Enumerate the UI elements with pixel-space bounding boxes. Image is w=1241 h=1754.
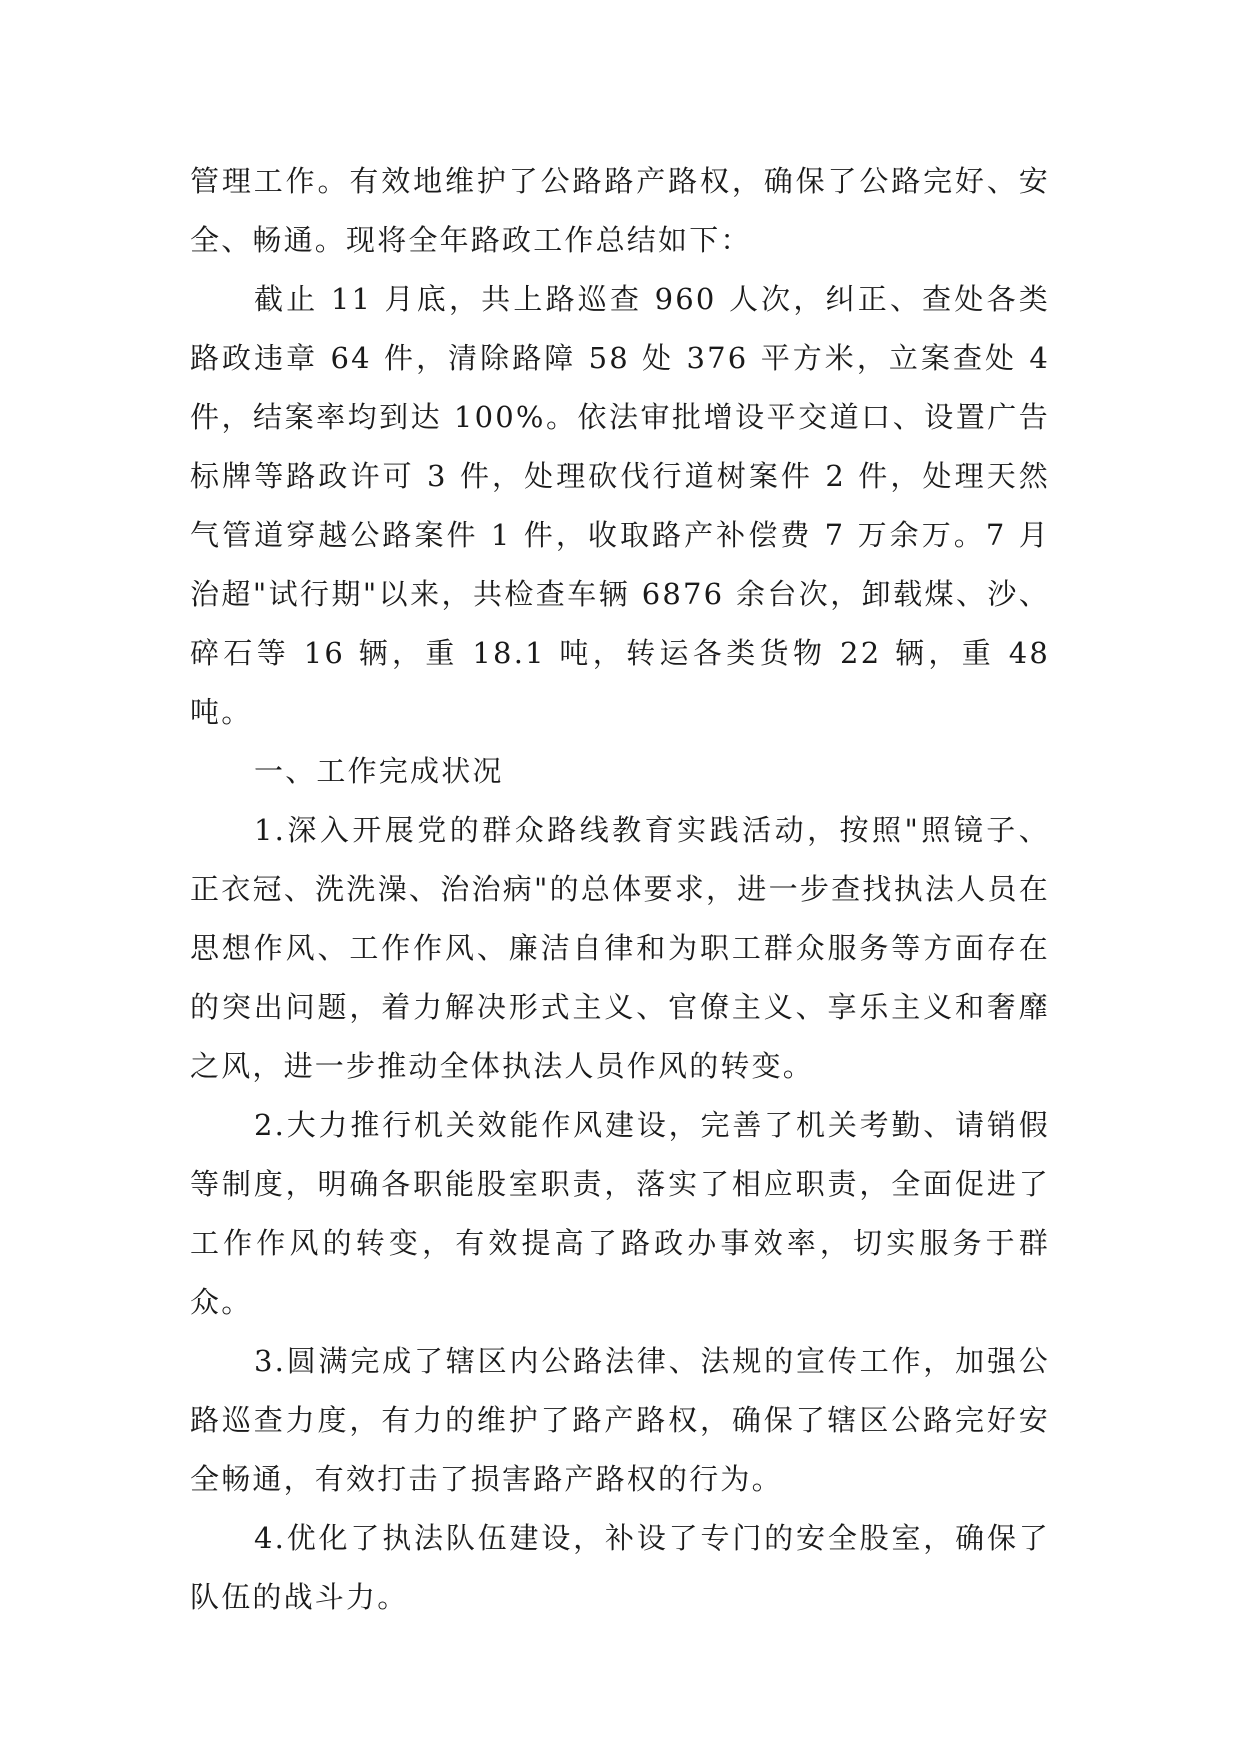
list-item-2: 2.大力推行机关效能作风建设，完善了机关考勤、请销假等制度，明确各职能股室职责，落实了相应职责，全面促进了工作作风的转变，有效提高了路政办事效率，切实服务于群众。 <box>190 1108 1050 1319</box>
section-heading: 一、工作完成状况 <box>254 754 504 788</box>
paragraph-statistics: 截止 11 月底，共上路巡查 960 人次，纠正、查处各类路政违章 64 件，清除路障 58 处 376 平方米，立案查处 4 件，结案率均到达 100%。依法审批增设平交道口、设置广告标牌等路政许可 3 件，处理砍伐行道树案件 2 件，处理天然气管道穿越公路案件 1 件，收取路产补偿费 7 万余万。7 月治超"试行期"以来，共检查车辆 6876 余台次，卸载煤、沙、碎石等 16 辆，重 18.1 吨，转运各类货物 22 辆，重 48 吨。 <box>190 282 1050 729</box>
list-item-4: 4.优化了执法队伍建设，补设了专门的安全股室，确保了队伍的战斗力。 <box>190 1521 1050 1614</box>
list-item-3: 3.圆满完成了辖区内公路法律、法规的宣传工作，加强公路巡查力度，有力的维护了路产路权，确保了辖区公路完好安全畅通，有效打击了损害路产路权的行为。 <box>190 1344 1050 1496</box>
paragraph-intro-continuation: 管理工作。有效地维护了公路路产路权，确保了公路完好、安全、畅通。现将全年路政工作总结如下： <box>190 164 1050 257</box>
document-body <box>190 152 1050 1627</box>
list-item-1: 1.深入开展党的群众路线教育实践活动，按照"照镜子、正衣冠、洗洗澡、治治病"的总体要求，进一步查找执法人员在思想作风、工作作风、廉洁自律和为职工群众服务等方面存在的突出问题，着力解决形式主义、官僚主义、享乐主义和奢靡之风，进一步推动全体执法人员作风的转变。 <box>190 813 1050 1083</box>
